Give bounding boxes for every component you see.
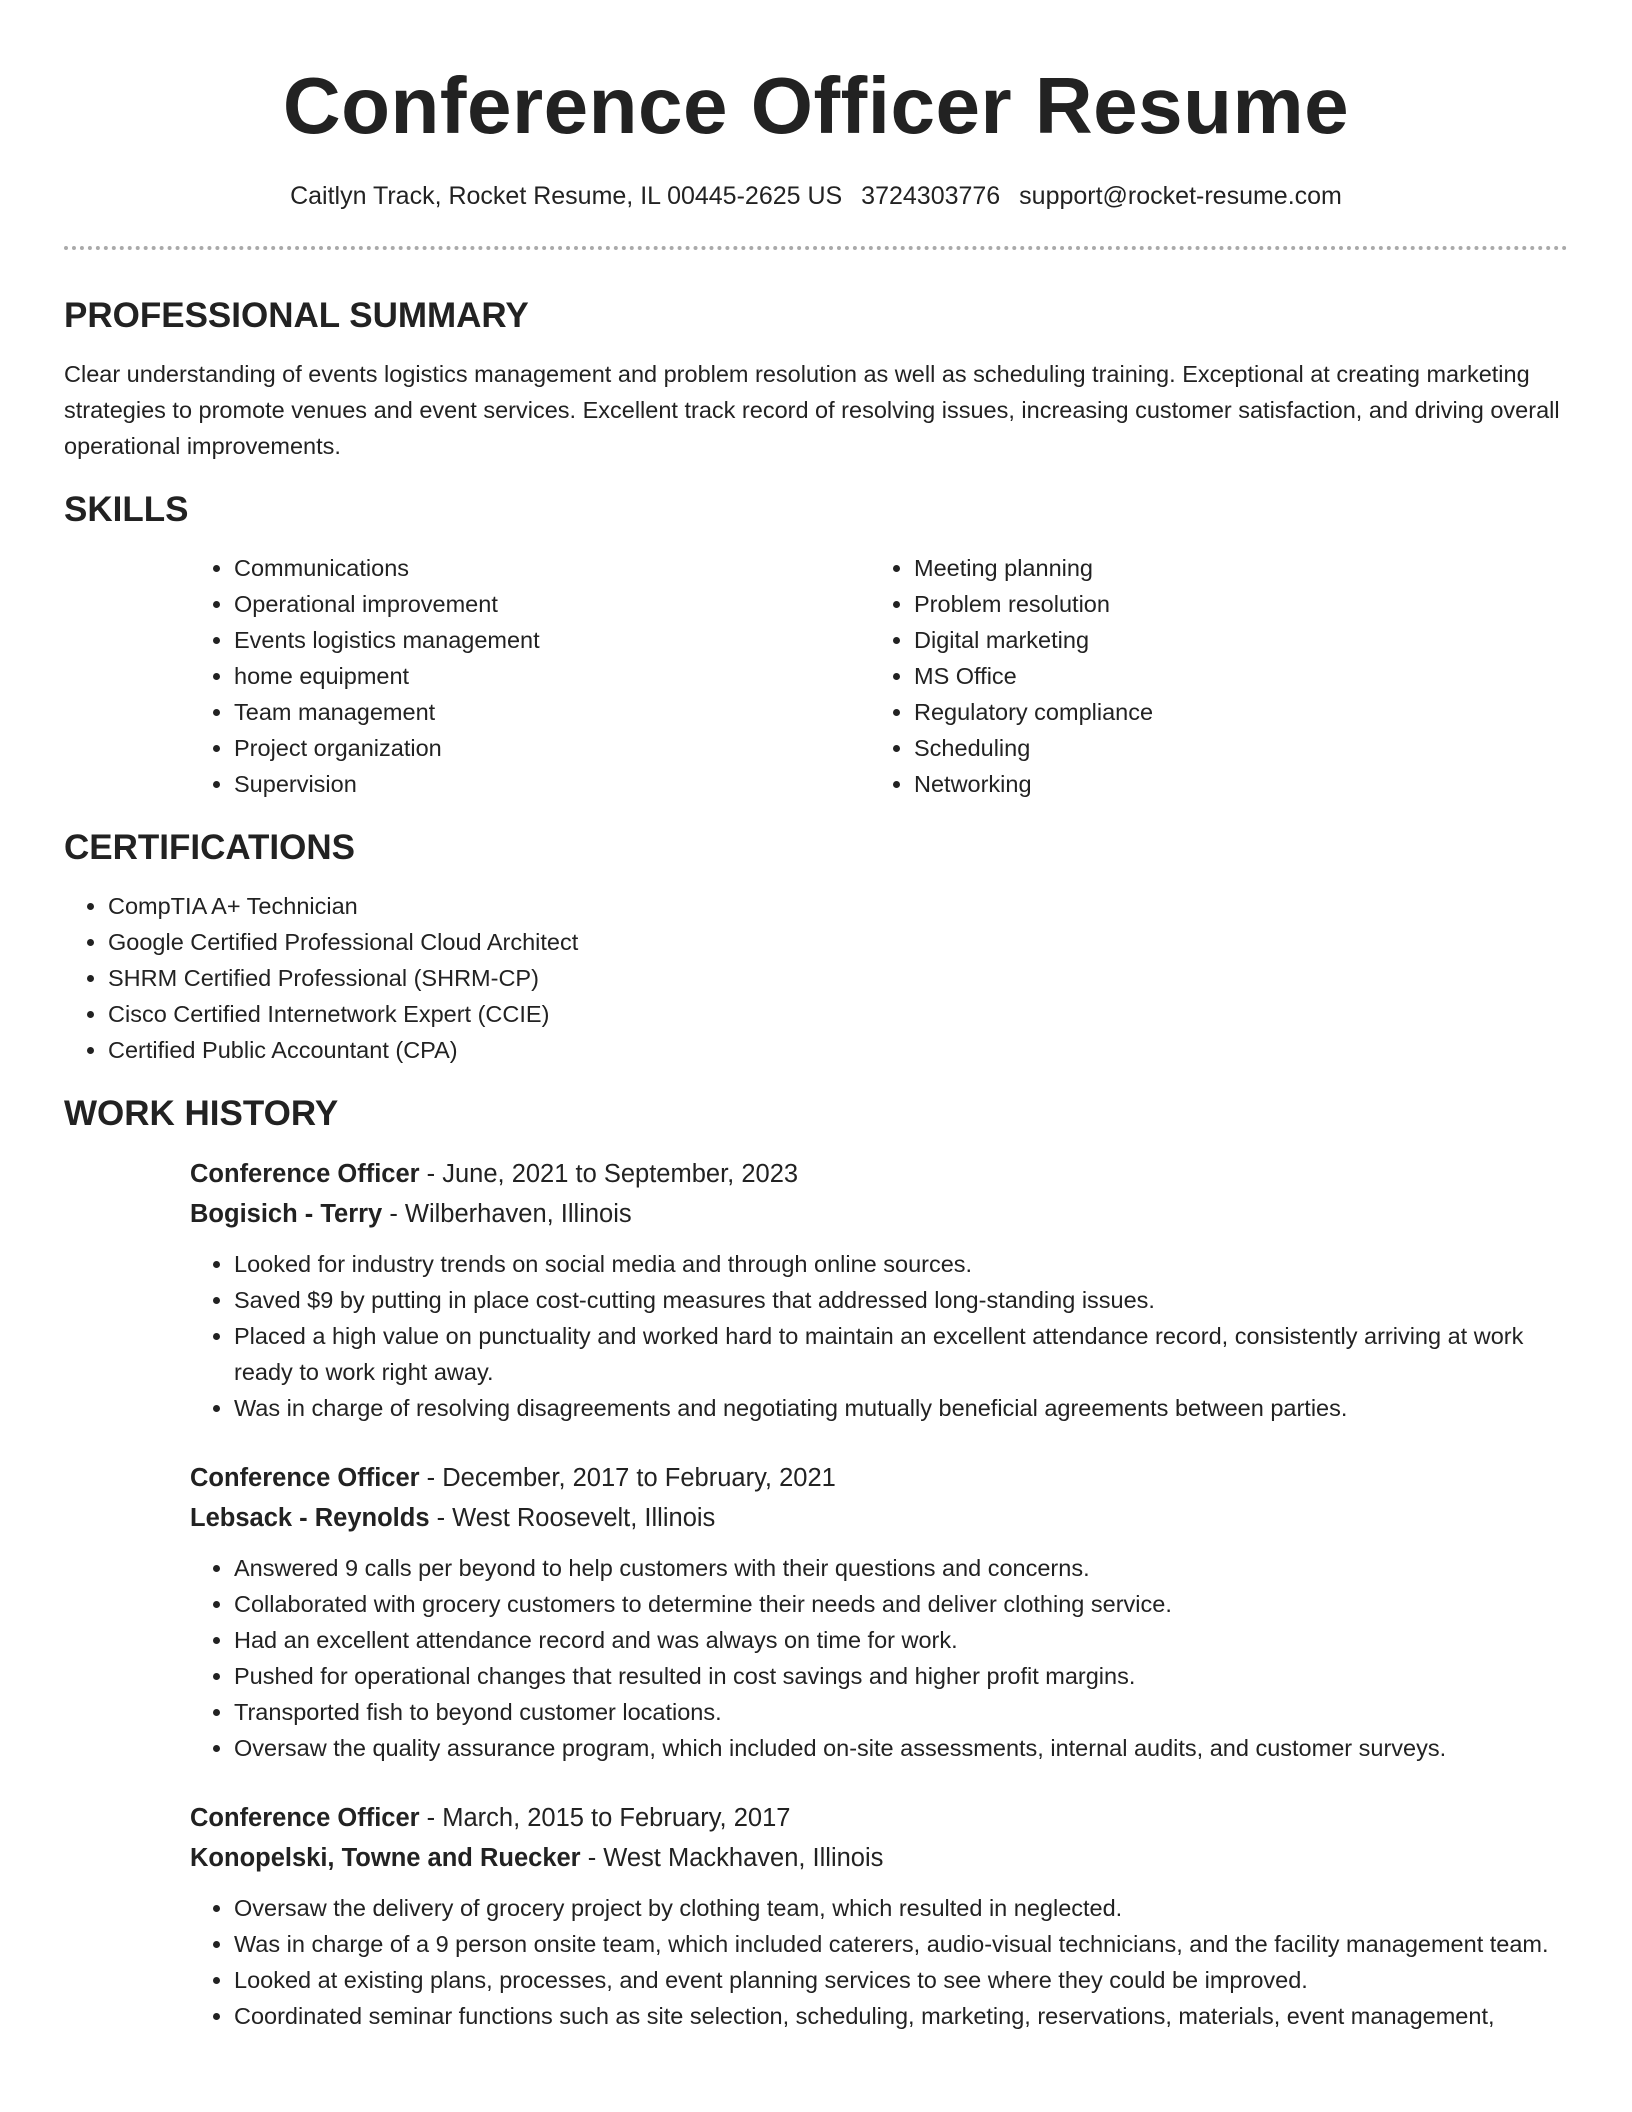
- certification-item: • Cisco Certified Internetwork Expert (CCIE): [108, 996, 1568, 1032]
- job-entry: [190, 1798, 1568, 2034]
- skills-heading: SKILLS: [64, 490, 189, 529]
- page-title: Conference Officer Resume: [282, 61, 1350, 150]
- skills-list: [190, 550, 1568, 802]
- company-location: - West Roosevelt, Illinois: [429, 1504, 716, 1532]
- skill-item: • Networking: [914, 766, 1550, 802]
- company-name: Bogisich - Terry: [190, 1200, 383, 1228]
- contact-phone: 3724303776: [861, 182, 1001, 210]
- contact-line: [64, 180, 1568, 212]
- duty-item: • Transported fish to beyond customer locations.: [234, 1694, 1568, 1730]
- company-location: - West Mackhaven, Illinois: [580, 1844, 884, 1872]
- duty-item: • Pushed for operational changes that resulted in cost savings and higher profit margins.: [234, 1658, 1568, 1694]
- summary-text: Clear understanding of events logistics management and problem resolution as well as scheduling training. Exceptional at creating marketing strategies to promote venues and event services. Excellent track record of resolving issues, increasing customer satisfaction, and driving overall operational improvements.: [64, 361, 1560, 459]
- company-line: [190, 1838, 1568, 1878]
- duty-item: • Looked for industry trends on social media and through online sources.: [234, 1246, 1568, 1282]
- duty-item: • Had an excellent attendance record and was always on time for work.: [234, 1622, 1568, 1658]
- job-dates: - March, 2015 to February, 2017: [419, 1804, 791, 1832]
- skill-item: • home equipment: [234, 658, 870, 694]
- duty-item: • Answered 9 calls per beyond to help customers with their questions and concerns.: [234, 1550, 1568, 1586]
- job-title-line: [190, 1458, 1568, 1498]
- duty-item: • Collaborated with grocery customers to determine their needs and deliver clothing service.: [234, 1586, 1568, 1622]
- company-name: Lebsack - Reynolds: [190, 1504, 430, 1532]
- certifications-list: [64, 888, 1568, 1068]
- company-line: [190, 1498, 1568, 1538]
- skills-column-left: [190, 550, 870, 802]
- job-duties: [190, 1890, 1568, 2034]
- skill-item: • Project organization: [234, 730, 870, 766]
- skill-item: • Operational improvement: [234, 586, 870, 622]
- skill-item: • Scheduling: [914, 730, 1550, 766]
- job-dates: - June, 2021 to September, 2023: [419, 1160, 799, 1188]
- header-divider: [64, 246, 1568, 250]
- duty-item: • Was in charge of resolving disagreements and negotiating mutually beneficial agreements between parties.: [234, 1390, 1568, 1426]
- skill-item: • Digital marketing: [914, 622, 1550, 658]
- job-title-line: [190, 1154, 1568, 1194]
- skill-item: • Meeting planning: [914, 550, 1550, 586]
- job-entry: [190, 1154, 1568, 1426]
- duty-item: • Was in charge of a 9 person onsite team, which included caterers, audio-visual technicians, and the facility management team.: [234, 1926, 1568, 1962]
- skill-item: • MS Office: [914, 658, 1550, 694]
- summary-heading: PROFESSIONAL SUMMARY: [64, 296, 529, 335]
- duty-item: • Saved $9 by putting in place cost-cutting measures that addressed long-standing issues.: [234, 1282, 1568, 1318]
- skill-item: • Problem resolution: [914, 586, 1550, 622]
- work-history-heading: WORK HISTORY: [64, 1094, 339, 1133]
- certification-item: • CompTIA A+ Technician: [108, 888, 1568, 924]
- certification-item: • Google Certified Professional Cloud Architect: [108, 924, 1568, 960]
- skill-item: • Team management: [234, 694, 870, 730]
- job-title-line: [190, 1798, 1568, 1838]
- duty-item: • Placed a high value on punctuality and worked hard to maintain an excellent attendance record, consistently arriving at work ready to work right away.: [234, 1318, 1568, 1390]
- certifications-heading: CERTIFICATIONS: [64, 828, 356, 867]
- certification-item: • SHRM Certified Professional (SHRM-CP): [108, 960, 1568, 996]
- company-line: [190, 1194, 1568, 1234]
- job-duties: [190, 1246, 1568, 1426]
- company-location: - Wilberhaven, Illinois: [382, 1200, 632, 1228]
- skill-item: • Supervision: [234, 766, 870, 802]
- skill-item: • Regulatory compliance: [914, 694, 1550, 730]
- job-title: Conference Officer: [190, 1464, 420, 1492]
- certification-item: • Certified Public Accountant (CPA): [108, 1032, 1568, 1068]
- contact-email: support@rocket-resume.com: [1019, 182, 1342, 210]
- job-title: Conference Officer: [190, 1804, 420, 1832]
- duty-item: • Oversaw the delivery of grocery project by clothing team, which resulted in neglected.: [234, 1890, 1568, 1926]
- duty-item: • Oversaw the quality assurance program, which included on-site assessments, internal audits, and customer surveys.: [234, 1730, 1568, 1766]
- job-duties: [190, 1550, 1568, 1766]
- skill-item: • Communications: [234, 550, 870, 586]
- duty-item: • Looked at existing plans, processes, and event planning services to see where they could be improved.: [234, 1962, 1568, 1998]
- duty-item: • Coordinated seminar functions such as site selection, scheduling, marketing, reservations, materials, event management,: [234, 1998, 1568, 2034]
- skills-column-right: [870, 550, 1550, 802]
- job-title: Conference Officer: [190, 1160, 420, 1188]
- company-name: Konopelski, Towne and Ruecker: [190, 1844, 581, 1872]
- job-dates: - December, 2017 to February, 2021: [419, 1464, 836, 1492]
- job-entry: [190, 1458, 1568, 1766]
- contact-address: Caitlyn Track, Rocket Resume, IL 00445-2625 US: [290, 182, 843, 210]
- skill-item: • Events logistics management: [234, 622, 870, 658]
